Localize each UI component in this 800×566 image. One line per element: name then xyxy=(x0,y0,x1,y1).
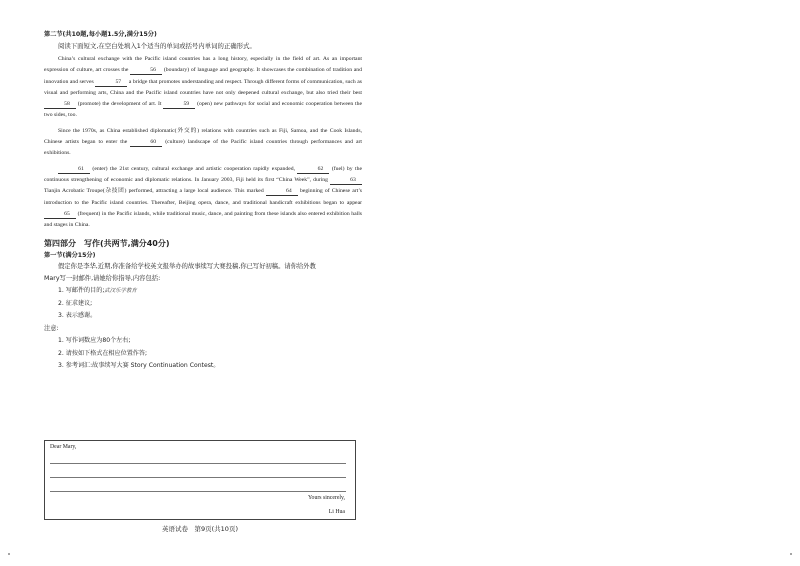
note-item-1: 1. 写作词数应为80个左右; xyxy=(58,337,131,345)
content-point-2: 2. 征求建议; xyxy=(58,299,93,307)
text-run: Since the 1970s, as China established diplomatic(外交的) relations with countries such as Fiji, Samoa, and the Cook Islands, Chinese artists began to enter the xyxy=(44,127,362,146)
note-item-2: 2. 请按如下格式在相应位置作答; xyxy=(58,349,148,357)
page-footer: 英语试卷 第9页(共10页) xyxy=(162,525,238,533)
content-point-3: 3. 表示感谢。 xyxy=(58,312,97,320)
text-run: (fuel) by the continuous strengthening of economic and diplomatic relations. In January 2003, Fiji held its first “China Week”, during xyxy=(44,165,362,183)
point-text: 1. 写邮件的目的; xyxy=(58,287,105,295)
scan-speck xyxy=(790,553,792,555)
blank-64[interactable]: 64 xyxy=(266,188,298,196)
section2-instruction: 阅读下面短文,在空白处填入1个适当的单词或括号内单词的正确形式。 xyxy=(58,42,256,50)
text-run: (frequent) in the Pacific islands, while traditional music, dance, and painting from these islands also entered exhibition halls and stages in China. xyxy=(44,210,362,229)
text-run: (promote) the development of art. It xyxy=(77,101,162,108)
blank-61[interactable]: 61 xyxy=(58,166,90,174)
letter-greeting: Dear Mary, xyxy=(50,444,77,450)
scan-speck xyxy=(8,553,10,555)
writing-task-line-1: 假定你是李华,近期,你准备给学校英文报举办的故事续写大赛投稿,你已写好初稿。请你给外教 xyxy=(58,263,316,271)
letter-closing: Yours sincerely, xyxy=(307,495,345,501)
text-run: a bridge that promotes understanding and respect. Through different forms of communication, such as visual and performing arts, China and the Pacific island countries have not only deepened cultural exchange, but also tried their best xyxy=(44,78,362,96)
writing-line xyxy=(50,477,346,478)
writing-line xyxy=(50,463,346,464)
blank-65[interactable]: 65 xyxy=(44,211,76,219)
blank-59[interactable]: 59 xyxy=(163,101,195,109)
passage-paragraph-3 xyxy=(44,164,362,232)
note-item-3: 3. 参考词汇:故事续写大赛 Story Continuation Contest。 xyxy=(58,361,220,369)
blank-63[interactable]: 63 xyxy=(330,177,362,185)
text-run: (open) new pathways for social and economic cooperation between the two sides, too. xyxy=(44,101,363,119)
notes-label: 注意: xyxy=(44,325,59,333)
part4-heading: 第四部分 写作(共两节,满分40分) xyxy=(44,239,170,249)
content-point-1 xyxy=(44,285,362,297)
writing-line xyxy=(50,491,346,492)
text-run: Tianjin Acrobatic Troupe(杂技团) performed, attracting a large local audience. This marked xyxy=(44,188,264,195)
handwritten-note: 武汉乐学教育 xyxy=(104,288,137,295)
blank-57[interactable]: 57 xyxy=(95,79,127,87)
text-run: China’s cultural exchange with the Pacific island countries has a long history, especially in the field of art. As an important expression of culture, art crosses the xyxy=(44,56,362,74)
letter-signature: Li Hua xyxy=(328,509,345,515)
part4-section1-heading: 第一节(满分15分) xyxy=(44,252,96,260)
blank-60[interactable]: 60 xyxy=(130,139,162,147)
blank-56[interactable]: 56 xyxy=(130,67,162,75)
blank-58[interactable]: 58 xyxy=(44,101,76,109)
text-run: (culture) landscape of the Pacific island countries through performances and art exhibitions. xyxy=(44,139,362,157)
text-run: (enter) the 21st century, cultural exchange and artistic cooperation rapidly expanded, xyxy=(92,165,296,172)
passage-paragraph-2 xyxy=(44,126,362,160)
text-run: (boundary) of language and geography. It showcases the combination of tradition and innovation and serves xyxy=(44,67,362,85)
text-run: beginning of Chinese art’s introduction to the Pacific island countries. Thereafter, Beijing opera, dance, and traditional handicraft exhibitions began to appear xyxy=(44,188,362,206)
letter-answer-box[interactable] xyxy=(44,440,356,520)
blank-62[interactable]: 62 xyxy=(297,166,329,174)
writing-task-line-2: Mary写一封邮件,请她给你指导,内容包括: xyxy=(44,275,161,283)
left-column xyxy=(44,30,362,372)
section2-heading: 第二节(共10题,每小题1.5分,满分15分) xyxy=(44,31,157,38)
passage-paragraph-1 xyxy=(44,54,362,122)
